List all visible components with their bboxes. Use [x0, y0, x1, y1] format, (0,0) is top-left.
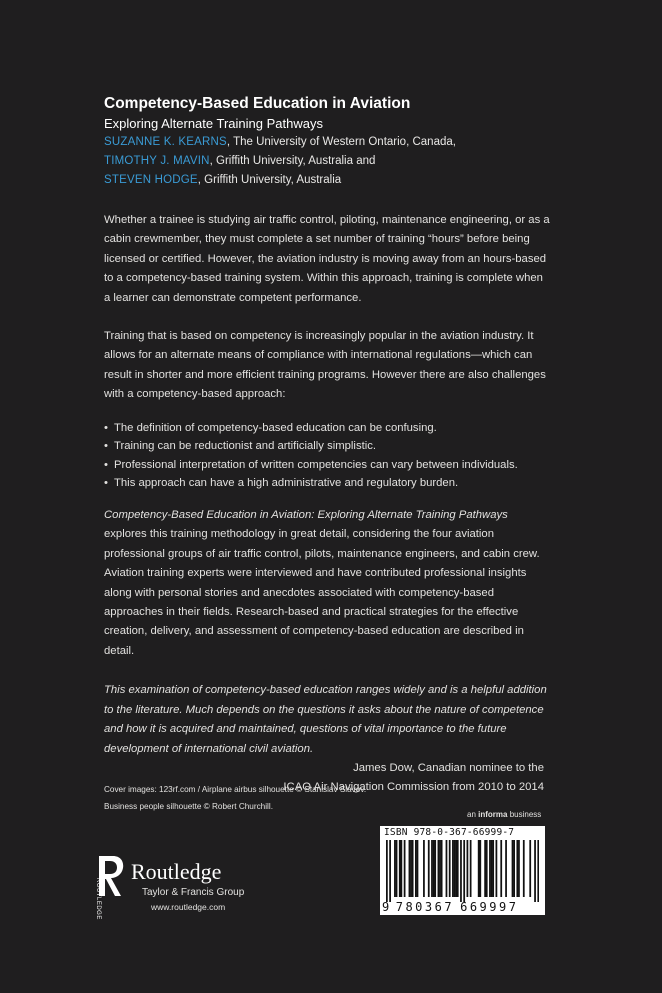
- barcode-bar: [492, 840, 494, 897]
- barcode-bar: [518, 840, 520, 897]
- barcode-bar: [467, 840, 469, 897]
- barcode-bar: [389, 840, 391, 902]
- barcode-bar: [457, 840, 459, 897]
- routledge-logo-icon: [97, 856, 125, 910]
- publisher-url: www.routledge.com: [151, 902, 226, 912]
- list-item: [104, 419, 550, 438]
- barcode-bar: [441, 840, 443, 897]
- quote-attribution-line-1: James Dow, Canadian nominee to the: [353, 761, 544, 774]
- author-entry: [104, 171, 550, 190]
- barcode-bar: [446, 840, 448, 897]
- barcode-bar: [491, 840, 493, 897]
- list-item: [104, 474, 550, 493]
- book-subtitle: Exploring Alternate Training Pathways: [104, 116, 323, 131]
- barcode-bar: [412, 840, 414, 897]
- barcode-bar: [434, 840, 436, 897]
- informa-business-tag: [467, 810, 541, 819]
- credit-line: Cover images: 123rf.com / Airplane airbus silhouette © Stanislav Slavov.: [104, 785, 367, 794]
- barcode-bar: [460, 840, 462, 902]
- ean-digits: [380, 900, 545, 914]
- ean-first-digit: 9: [382, 900, 392, 914]
- barcode-bar: [463, 840, 465, 902]
- quote-attribution-line-2: ICAO Air Navigation Commission from 2010 to 2014: [283, 781, 544, 794]
- barcode-bar: [534, 840, 536, 902]
- barcode-bar: [438, 840, 440, 897]
- description-paragraph-3-text: explores this training methodology in great detail, considering the four aviation professional groups of air traffic control, pilots, maintenance engineers, and cabin crew. Aviation training experts were interviewed and have contributed professional insights along with personal stories and anecdotes associated with competency-based approaches in their fields. Research-based and practical strategies for the effective creation, delivery, and assessment of competency-based education are described in detail.: [104, 528, 540, 657]
- barcode-bar: [537, 840, 539, 902]
- barcode-bar: [500, 840, 502, 897]
- barcode-bar: [454, 840, 456, 897]
- bullet-icon: •: [104, 421, 108, 434]
- informa-brand: informa: [478, 810, 508, 819]
- barcode-bar: [486, 840, 488, 897]
- publisher-name: Routledge: [131, 859, 222, 884]
- barcode-bar: [505, 840, 507, 897]
- endorsement-quote: This examination of competency-based education ranges widely and is a helpful addition to the literature. Much depends on the questions it asks about the nature of competence and how it is acquired and maintained, questions of vital importance to the future development of international civil aviation.: [104, 684, 547, 755]
- bullet-icon: •: [104, 458, 108, 471]
- barcode-bar: [386, 840, 388, 902]
- barcode-bar: [479, 840, 481, 897]
- image-credits: [104, 782, 464, 815]
- publisher-vertical-label: ROUTLEDGE: [95, 878, 101, 920]
- barcode-bar: [433, 840, 435, 897]
- ean-right-digits: 669997: [460, 900, 519, 914]
- challenges-list: [104, 419, 550, 493]
- barcode-bar: [439, 840, 441, 897]
- description-paragraph-1: Whether a trainee is studying air traffic control, piloting, maintenance engineering, or as a cabin crewmember, they must complete a set number of training “hours” before being licensed or certified. However, the aviation industry is moving away from an hours-based to a competency-based training system. Within this approach, training is complete when a learner can demonstrate competent performance.: [104, 214, 550, 304]
- author-affiliation: , The University of Western Ontario, Canada,: [226, 136, 456, 148]
- barcode-bar: [431, 840, 433, 897]
- barcode-bar: [478, 840, 480, 897]
- barcode-bar: [513, 840, 515, 897]
- ean-left-digits: 780367: [395, 900, 455, 914]
- barcode-bar: [423, 840, 425, 897]
- cover-text-block: [104, 94, 550, 798]
- barcode-bar: [415, 840, 417, 897]
- list-item-text: The definition of competency-based education can be confusing.: [114, 421, 437, 434]
- barcode-bars: [386, 840, 539, 902]
- barcode-bar: [428, 840, 430, 897]
- isbn-label: ISBN 978-0-367-66999-7: [384, 827, 515, 838]
- barcode-bar: [417, 840, 419, 897]
- list-item-text: This approach can have a high administrative and regulatory burden.: [114, 477, 459, 490]
- credit-line: Business people silhouette © Robert Churchill.: [104, 801, 273, 811]
- author-affiliation: , Griffith University, Australia: [197, 174, 342, 186]
- barcode-bar: [404, 840, 406, 897]
- list-item: [104, 437, 550, 456]
- list-item: [104, 456, 550, 475]
- description-paragraph-3: [104, 506, 550, 661]
- description-paragraph-2: Training that is based on competency is increasingly popular in the aviation industry. It allows for an alternate means of compliance with international regulations—which can result in shorter and more efficient training programs. However there are also challenges with a competency-based approach:: [104, 330, 546, 401]
- barcode-bar: [396, 840, 398, 897]
- author-name: SUZANNE K. KEARNS: [104, 136, 227, 148]
- barcode-bar: [449, 840, 451, 897]
- barcode-bar: [516, 840, 518, 897]
- barcode-bar: [409, 840, 411, 897]
- barcode-bar: [512, 840, 514, 897]
- isbn-barcode: [380, 826, 545, 915]
- barcode-bar: [529, 840, 531, 897]
- barcode-bar: [489, 840, 491, 897]
- informa-suffix: business: [507, 810, 542, 819]
- list-item-text: Training can be reductionist and artificially simplistic.: [114, 440, 377, 453]
- barcode-bar: [455, 840, 457, 897]
- author-affiliation: , Griffith University, Australia and: [209, 155, 376, 167]
- publisher-logo: [95, 856, 297, 920]
- authors-list: [104, 133, 550, 190]
- barcode-bar: [496, 840, 498, 897]
- informa-prefix: an: [467, 810, 479, 819]
- barcode-bar: [484, 840, 486, 897]
- publisher-group: Taylor & Francis Group: [142, 887, 245, 898]
- barcode-bar: [452, 840, 454, 897]
- bullet-icon: •: [104, 477, 108, 490]
- author-entry: [104, 152, 550, 171]
- book-title-reference: Competency-Based Education in Aviation: Exploring Alternate Training Pathways: [104, 509, 508, 522]
- barcode-bar: [400, 840, 402, 897]
- barcode-bar: [523, 840, 525, 897]
- author-entry: [104, 133, 550, 152]
- author-name: STEVEN HODGE: [104, 174, 198, 186]
- book-title: Competency-Based Education in Aviation: [104, 95, 411, 112]
- list-item-text: Professional interpretation of written competencies can vary between individuals.: [114, 458, 518, 471]
- barcode-bar: [394, 840, 396, 897]
- author-name: TIMOTHY J. MAVIN: [104, 155, 210, 167]
- barcode-bar: [399, 840, 401, 897]
- bullet-icon: •: [104, 440, 108, 453]
- barcode-bar: [410, 840, 412, 897]
- barcode-bar: [470, 840, 472, 897]
